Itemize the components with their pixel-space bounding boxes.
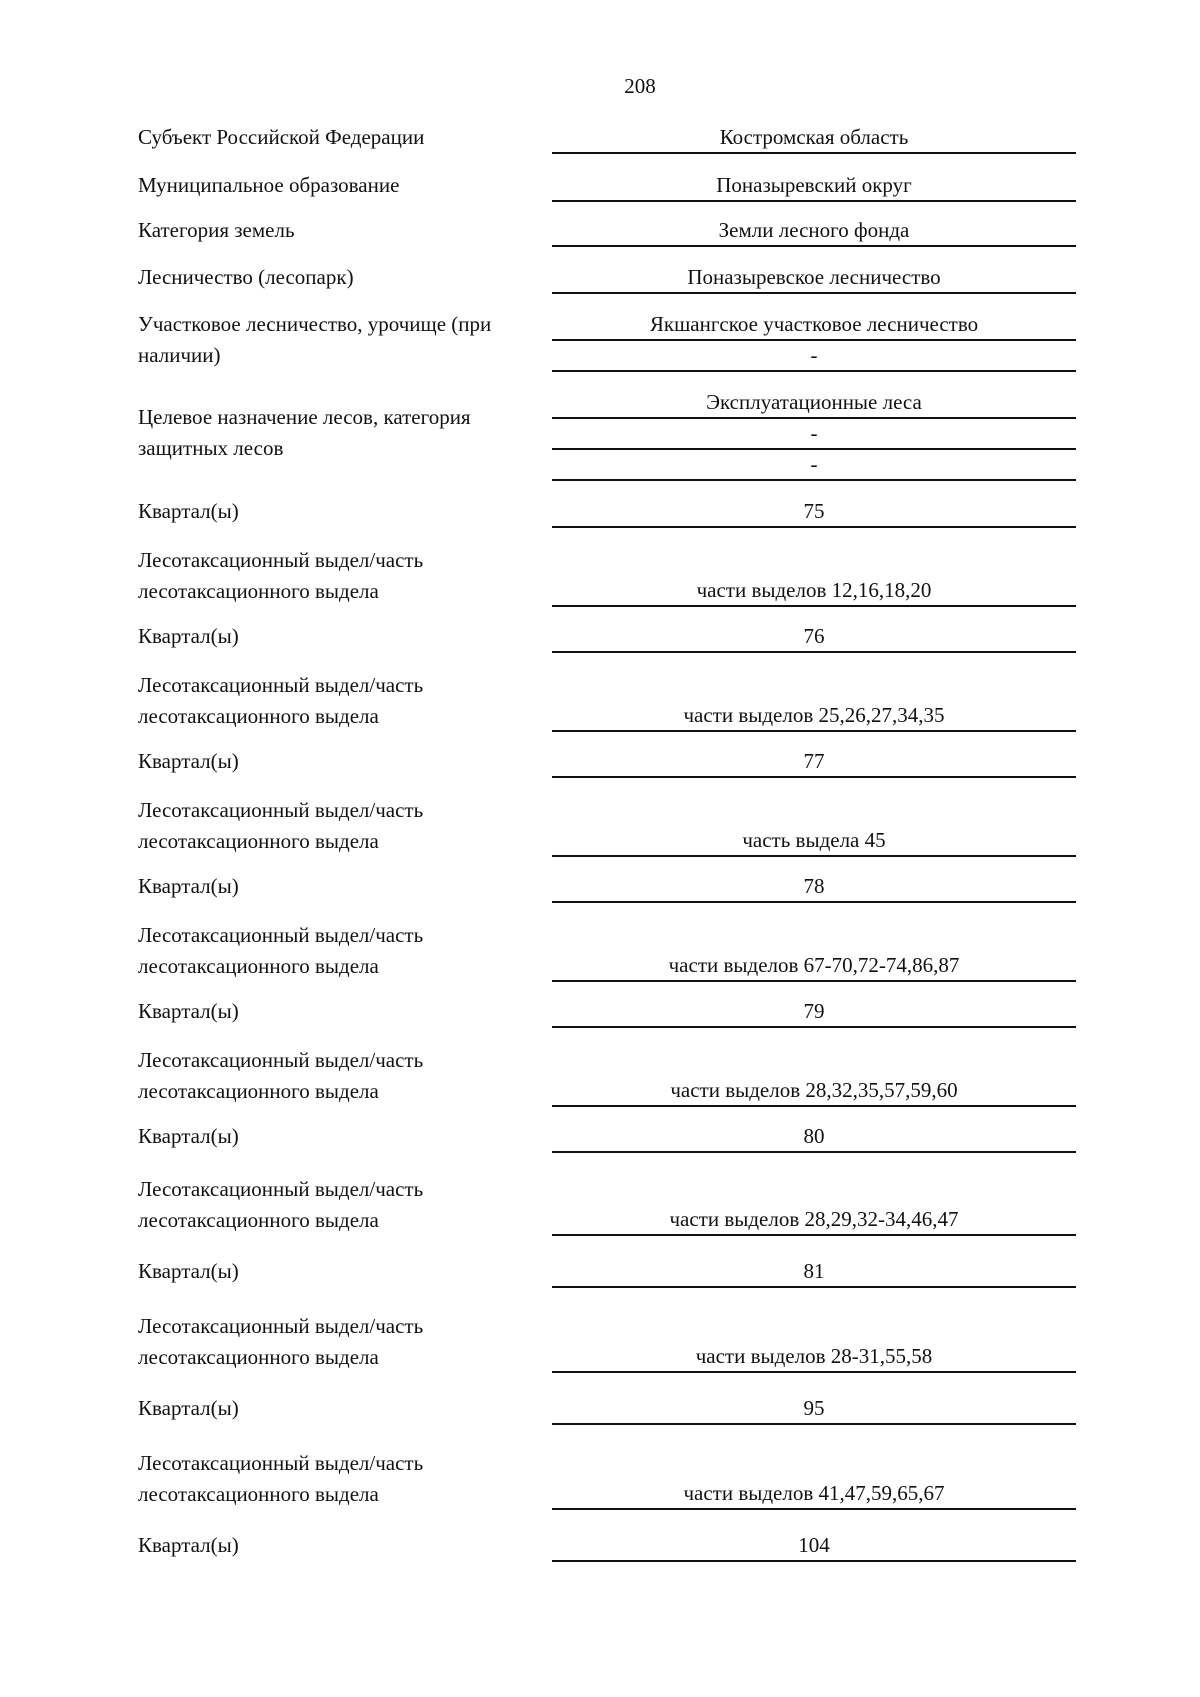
quarter-value: 78	[552, 871, 1076, 903]
quarter-label: Квартал(ы)	[138, 874, 239, 898]
quarter-value: 81	[552, 1256, 1076, 1288]
plot-value: части выделов 28,29,32-34,46,47	[552, 1204, 1076, 1236]
land-category-label: Категория земель	[138, 218, 295, 242]
plot-label: Лесотаксационный выдел/часть лесотаксационного выдела	[138, 923, 424, 978]
quarter-label: Квартал(ы)	[138, 999, 239, 1023]
plot-value: части выделов 28-31,55,58	[552, 1341, 1076, 1373]
forestry-value: Поназыревское лесничество	[552, 262, 1076, 294]
plot-label: Лесотаксационный выдел/часть лесотаксационного выдела	[138, 673, 424, 728]
forestry-label: Лесничество (лесопарк)	[138, 265, 354, 289]
quarter-label: Квартал(ы)	[138, 1533, 239, 1557]
plot-value: части выделов 28,32,35,57,59,60	[552, 1075, 1076, 1107]
quarter-value: 75	[552, 496, 1076, 528]
plot-value: части выделов 67-70,72-74,86,87	[552, 950, 1076, 982]
quarter-value: 104	[552, 1530, 1076, 1562]
quarter-label: Квартал(ы)	[138, 624, 239, 648]
quarter-label: Квартал(ы)	[138, 1259, 239, 1283]
quarter-label: Квартал(ы)	[138, 499, 239, 523]
subject-label: Субъект Российской Федерации	[138, 125, 425, 149]
quarter-value: 77	[552, 746, 1076, 778]
plot-label: Лесотаксационный выдел/часть лесотаксационного выдела	[138, 798, 424, 853]
forest-purpose-label: Целевое назначение лесов, категория защитных лесов	[138, 405, 471, 460]
municipality-label: Муниципальное образование	[138, 173, 400, 197]
land-category-value: Земли лесного фонда	[552, 215, 1076, 247]
plot-value: части выделов 12,16,18,20	[552, 575, 1076, 607]
quarter-label: Квартал(ы)	[138, 1396, 239, 1420]
page-number: 208	[624, 74, 656, 98]
plot-value: части выделов 41,47,59,65,67	[552, 1478, 1076, 1510]
plot-label: Лесотаксационный выдел/часть лесотаксационного выдела	[138, 1048, 424, 1103]
plot-value: части выделов 25,26,27,34,35	[552, 700, 1076, 732]
plot-label: Лесотаксационный выдел/часть лесотаксационного выдела	[138, 1314, 424, 1369]
quarter-value: 76	[552, 621, 1076, 653]
district-forestry-value-2: -	[552, 340, 1076, 372]
quarter-value: 95	[552, 1393, 1076, 1425]
subject-value: Костромская область	[552, 122, 1076, 154]
district-forestry-value: Якшангское участковое лесничество	[552, 309, 1076, 341]
forest-purpose-value-3: -	[552, 449, 1076, 481]
forest-purpose-value: Эксплуатационные леса	[552, 387, 1076, 419]
plot-value: часть выдела 45	[552, 825, 1076, 857]
quarter-label: Квартал(ы)	[138, 1124, 239, 1148]
plot-label: Лесотаксационный выдел/часть лесотаксационного выдела	[138, 1177, 424, 1232]
quarter-value: 80	[552, 1121, 1076, 1153]
municipality-value: Поназыревский округ	[552, 170, 1076, 202]
plot-label: Лесотаксационный выдел/часть лесотаксационного выдела	[138, 1451, 424, 1506]
forest-purpose-value-2: -	[552, 418, 1076, 450]
quarter-label: Квартал(ы)	[138, 749, 239, 773]
plot-label: Лесотаксационный выдел/часть лесотаксационного выдела	[138, 548, 424, 603]
quarter-value: 79	[552, 996, 1076, 1028]
district-forestry-label: Участковое лесничество, урочище (при наличии)	[138, 312, 492, 367]
